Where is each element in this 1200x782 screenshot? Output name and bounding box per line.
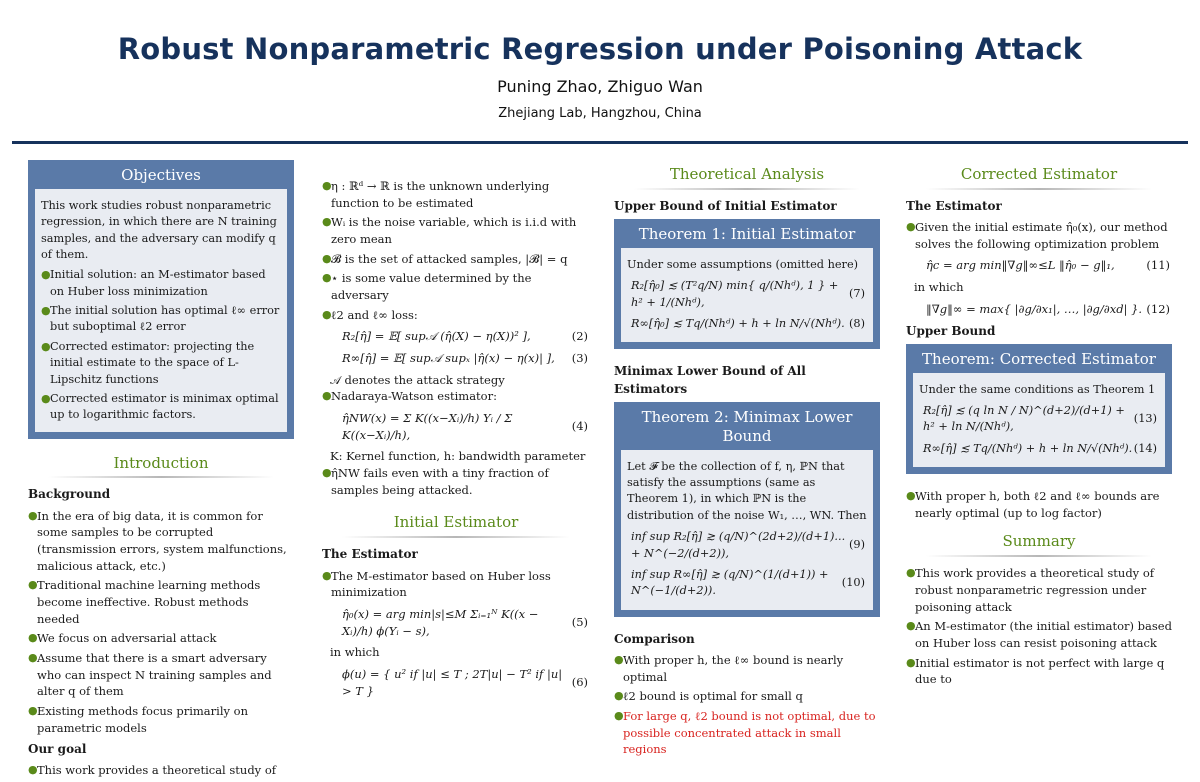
column-1 [28, 160, 294, 782]
bullet-icon: ● [41, 339, 51, 353]
theorem-corrected-box [906, 344, 1172, 474]
bullet-icon: ● [322, 307, 332, 321]
bullet-icon: ● [28, 508, 38, 522]
definitions-list [322, 178, 590, 323]
corrected-estimator-title: Corrected Estimator [960, 165, 1118, 183]
bullet-icon: ● [322, 215, 332, 229]
objectives-list [41, 267, 281, 423]
theorem-1-body [621, 248, 873, 343]
estimator-heading: The Estimator [322, 547, 418, 562]
list-item: ● Wᵢ is the noise variable, which is i.i.d with zero mean [322, 215, 577, 247]
poster-title: Robust Nonparametric Regression under Poisoning Attack [117, 32, 1083, 66]
background-list [28, 508, 294, 737]
list-item: ● 𝓑 is the set of attacked samples, |𝓑| = q [322, 251, 568, 266]
equation-10: inf sup R∞[η̂] ≳ (q/N)^(1/(d+1)) + N^(−1/(d+2)). (10) [631, 567, 865, 598]
kernel-note: K: Kernel function, h: bandwidth parameter [330, 449, 586, 464]
introduction-title: Introduction [113, 453, 209, 472]
bullet-icon: ● [906, 566, 916, 580]
bullet-icon: ● [28, 762, 38, 776]
goal-list [28, 762, 294, 779]
list-item: ● Nadaraya-Watson estimator: [322, 389, 497, 404]
upper-bound-heading: Upper Bound [906, 323, 996, 338]
bullet-icon: ● [41, 391, 51, 405]
bullet-icon: ● [614, 689, 624, 703]
theorem-2-title: Theorem 2: Minimax Lower Bound [641, 408, 853, 445]
authors: Puning Zhao, Zhiguo Wan [497, 77, 703, 96]
equation-3: R∞[η̂] = 𝔼[ sup𝒜 supₓ |η̂(x) − η(x)| ], (3) [342, 351, 588, 366]
list-item: ● ℓ2 bound is optimal for small q [614, 689, 803, 704]
bullet-icon: ● [322, 271, 332, 285]
bullet-icon: ● [28, 631, 38, 645]
objectives-title: Objectives [121, 166, 201, 184]
comparison-list [614, 652, 880, 758]
objectives-intro: This work studies robust nonparametric regression, in which there are N training samples, and the adversary can modify q of them. [41, 198, 277, 261]
list-item: ● With proper h, both ℓ2 and ℓ∞ bounds are nearly optimal (up to log factor) [906, 489, 1160, 520]
list-item: ● ⋆ is some value determined by the adversary [322, 271, 532, 303]
nw-list [322, 388, 590, 405]
list-item: ● Initial solution: an M-estimator based on Huber loss minimization [41, 268, 266, 298]
list-item: ● Given the initial estimate η̂₀(x), our method solves the following optimization problem [906, 220, 1168, 251]
theorem-2-box [614, 402, 880, 617]
initial-estimator-title: Initial Estimator [393, 513, 519, 532]
theorem-2-body [621, 450, 873, 610]
m-estimator-list [322, 568, 590, 601]
theorem-corrected-intro: Under the same conditions as Theorem 1 [919, 382, 1156, 396]
poster-header [0, 0, 1200, 145]
equation-5: η̂₀(x) = arg min|s|≤M Σᵢ₌₁ᴺ K((x − Xᵢ)/h) ϕ(Yᵢ − s), (5) [342, 606, 588, 638]
list-item [614, 708, 880, 758]
comparison-heading: Comparison [614, 631, 695, 646]
section-divider [634, 188, 860, 190]
goal-heading: Our goal [28, 741, 87, 756]
column-2 [322, 160, 590, 704]
section-divider [926, 188, 1152, 190]
equation-9: inf sup R₂[η̂] ≳ (q/N)^(2d+2)/(d+1)... + N^(−2/(d+2)), (9) [631, 530, 865, 560]
bullet-icon: ● [322, 179, 332, 192]
nw-fail-list [322, 465, 590, 498]
list-item: ● This work provides a theoretical study of robust nonparametric regression under poisoning attack [906, 566, 1155, 614]
summary-title: Summary [1002, 532, 1076, 551]
bullet-icon: ● [322, 568, 332, 582]
list-item: ● This work provides a theoretical study of [28, 762, 277, 777]
theorem-1-intro: Under some assumptions (omitted here) [627, 257, 859, 271]
list-item: ● Corrected estimator is minimax optimal up to logarithmic factors. [41, 391, 279, 422]
bullet-icon: ● [614, 709, 624, 723]
equation-7: R₂[η̂₀] ≲ (T²q/N) min{ q/(Nhᵈ), 1 } + h² + 1/(Nhᵈ), (7) [631, 279, 865, 309]
list-item: ● We focus on adversarial attack [28, 631, 217, 646]
attack-note: 𝒜 denotes the attack strategy [330, 372, 505, 387]
equation-6: ϕ(u) = { u² if |u| ≤ T ; 2T|u| − T² if |u| > T } (6) [342, 666, 588, 698]
equation-14: R∞[η̂] ≲ Tq/(Nhᵈ) + h + ln N/√(Nhᵈ). (14) [923, 441, 1157, 455]
bullet-icon: ● [906, 220, 916, 234]
list-item: ● ℓ2 and ℓ∞ loss: [322, 307, 418, 322]
in-which-text: in which [330, 645, 380, 660]
bullet-icon: ● [322, 466, 332, 480]
remark-list [906, 488, 1172, 521]
bullet-icon: ● [41, 268, 51, 282]
bullet-icon: ● [906, 489, 916, 503]
equation-2: R₂[η̂] = 𝔼[ sup𝒜 (η̂(X) − η(X))² ], (2) [342, 329, 588, 344]
in-which-text: in which [914, 280, 964, 295]
list-item: ● η̂NW fails even with a tiny fraction of samples being attacked. [322, 466, 549, 497]
list-item: ● Assume that there is a smart adversary who can inspect N training samples and alter q of them [28, 651, 272, 699]
list-item: ● With proper h, the ℓ∞ bound is nearly optimal [614, 653, 844, 684]
comparison-highlight: For large q, ℓ2 bound is not optimal, due to possible concentrated attack in small regions [623, 709, 876, 757]
corrected-intro-list [906, 219, 1172, 252]
bullet-icon: ● [322, 389, 332, 403]
section-divider [342, 536, 570, 538]
lower-bound-heading: Minimax Lower Bound of All Estimators [614, 364, 806, 396]
equation-12: ‖∇g‖∞ = max{ |∂g/∂x₁|, …, |∂g/∂xd| }. (12) [926, 301, 1170, 316]
list-item: ● The initial solution has optimal ℓ∞ error but suboptimal ℓ2 error [41, 304, 280, 334]
column-3 [614, 160, 880, 761]
theoretical-analysis-title: Theoretical Analysis [669, 165, 825, 183]
objectives-body [35, 189, 287, 432]
section-divider [48, 476, 274, 478]
upper-bound-heading: Upper Bound of Initial Estimator [614, 198, 837, 213]
bullet-icon: ● [614, 653, 624, 667]
theorem-1-title: Theorem 1: Initial Estimator [638, 225, 856, 244]
background-heading: Background [28, 487, 111, 502]
list-item: ● Initial estimator is not perfect with large q due to [906, 655, 1165, 687]
theorem-corrected-title: Theorem: Corrected Estimator [922, 349, 1156, 368]
list-item: ● An M-estimator (the initial estimator) based on Huber loss can resist poisoning attack [906, 619, 1172, 650]
estimator-heading: The Estimator [906, 198, 1002, 213]
bullet-icon: ● [906, 655, 916, 669]
bullet-icon: ● [906, 619, 916, 633]
list-item: ● Existing methods focus primarily on parametric models [28, 704, 248, 735]
equation-13: R₂[η̂] ≲ (q ln N / N)^(d+2)/(d+1) + h² + ln N/(Nhᵈ), (13) [923, 404, 1157, 434]
bullet-icon: ● [28, 704, 38, 718]
theorem-corrected-body [913, 373, 1165, 468]
list-item: ● η : ℝᵈ → ℝ is the unknown underlying function to be estimated [322, 179, 550, 210]
equation-11: η̂c = arg min‖∇g‖∞≤L ‖η̂₀ − g‖₁, (11) [926, 258, 1170, 273]
list-item: ● In the era of big data, it is common for some samples to be corrupted (transmission errors, system malfunctions, malicious attack, etc.) [28, 508, 287, 573]
theorem-2-intro: Let 𝓕 be the collection of f, η, ℙN that satisfy the assumptions (same as Theorem 1), in which ℙN is the distribution of the noise W₁, …, WN. Then [627, 459, 867, 522]
bullet-icon: ● [322, 251, 332, 265]
bullet-icon: ● [28, 578, 38, 592]
equation-8: R∞[η̂₀] ≲ Tq/(Nhᵈ) + h + ln N/√(Nhᵈ). (8) [631, 317, 865, 331]
bullet-icon: ● [28, 651, 38, 665]
bullet-icon: ● [41, 304, 51, 317]
summary-list [906, 565, 1172, 688]
list-item: ● The M-estimator based on Huber loss minimization [322, 568, 551, 600]
equation-4: η̂NW(x) = Σ K((x−Xᵢ)/h) Yᵢ / Σ K((x−Xᵢ)/h), (4) [342, 411, 588, 442]
list-item: ● Traditional machine learning methods become ineffective. Robust methods needed [28, 578, 261, 626]
objectives-box [28, 160, 294, 439]
section-divider [926, 555, 1152, 557]
affiliation: Zhejiang Lab, Hangzhou, China [498, 106, 702, 121]
column-4 [906, 160, 1172, 691]
theorem-1-box [614, 219, 880, 349]
list-item: ● Corrected estimator: projecting the initial estimate to the space of L-Lipschitz functions [41, 339, 255, 386]
header-divider [12, 141, 1188, 144]
